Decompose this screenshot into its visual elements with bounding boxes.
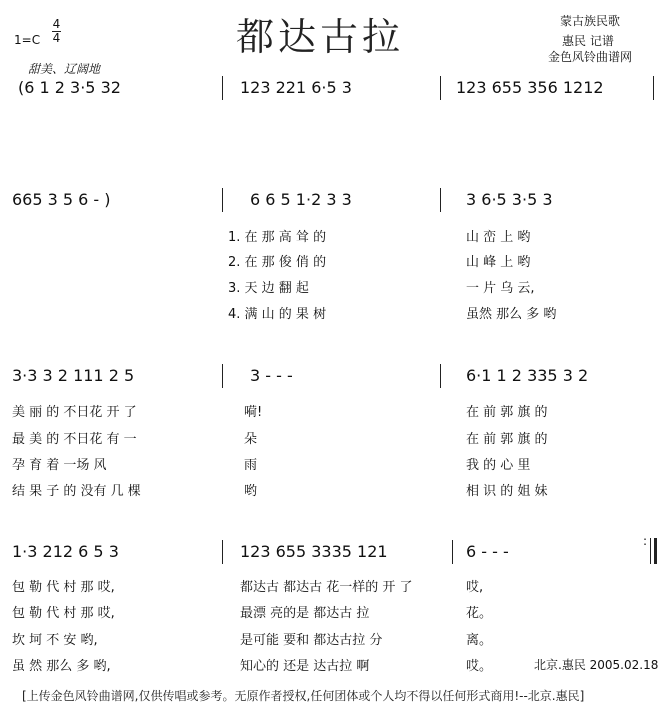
line4-measure1: 1·3 212 6 5 3: [12, 542, 119, 561]
line3-verse4-a: 结 果 子 的 没有 几 棵: [12, 484, 141, 499]
barline: [222, 364, 223, 388]
line4-verse3-a: 坎 坷 不 安 哟,: [12, 633, 98, 648]
line3-verse2-a: 最 美 的 不日花 有 一: [12, 432, 137, 447]
line2-verse4-a: 4. 满 山 的 果 树: [228, 307, 327, 322]
line3-measure3: 6·1 1 2 335 3 2: [466, 366, 589, 385]
line4-verse1-b: 都达古 都达古 花一样的 开 了: [240, 580, 413, 595]
time-numerator: 4: [52, 17, 61, 31]
line3-verse1-c: 在 前 郭 旗 的: [466, 405, 548, 420]
copyright-footer: [上传金色风铃曲谱网,仅供传唱或参考。无原作者授权,任何团体或个人均不得以任何形式商用!--北京.惠民]: [22, 689, 585, 703]
time-denominator: 4: [52, 31, 61, 45]
line4-verse2-b: 最漂 亮的是 都达古 拉: [240, 606, 370, 621]
arranger-label: 惠民 记谱: [562, 34, 614, 48]
line1-measure3: 123 655 356 1212: [456, 78, 604, 97]
line2-verse4-b: 虽然 那么 多 哟: [466, 307, 557, 322]
line1-measure2: 123 221 6·5 3: [240, 78, 352, 97]
line4-verse1-c: 哎,: [466, 580, 484, 595]
signature: 北京.惠民 2005.02.18: [534, 658, 659, 672]
line2-measure3: 3 6·5 3·5 3: [466, 190, 553, 209]
barline: [653, 76, 654, 100]
line4-verse4-a: 虽 然 那么 多 哟,: [12, 659, 111, 674]
line2-verse3-a: 3. 天 边 翻 起: [228, 281, 309, 296]
line3-verse3-c: 我 的 心 里: [466, 458, 531, 473]
key-signature: 1=C: [14, 33, 41, 47]
line4-verse4-c: 哎。: [466, 659, 493, 674]
barline: [440, 76, 441, 100]
line3-verse1-a: 美 丽 的 不日花 开 了: [12, 405, 137, 420]
time-signature: [52, 18, 61, 45]
line1-measure1: (6 1 2 3·5 32: [18, 78, 121, 97]
line3-verse2-b: 朵: [244, 432, 258, 447]
line4-measure3: 6 - - -: [466, 542, 509, 561]
line2-verse1-b: 山 峦 上 哟: [466, 230, 531, 245]
final-barline-thick: [654, 538, 657, 564]
line3-verse2-c: 在 前 郭 旗 的: [466, 432, 548, 447]
barline: [452, 540, 453, 564]
line4-verse2-c: 花。: [466, 606, 493, 621]
final-barline-thin: [650, 538, 651, 564]
line2-measure2: 6 6 5 1·2 3 3: [250, 190, 352, 209]
barline: [440, 364, 441, 388]
repeat-dots: :: [643, 534, 648, 548]
line4-verse1-a: 包 勒 代 村 那 哎,: [12, 580, 115, 595]
line2-verse1-a: 1. 在 那 高 耸 的: [228, 230, 327, 245]
page-title: 都达古拉: [236, 15, 405, 59]
tempo-marking: 甜美、辽阔地: [28, 62, 101, 76]
line4-verse2-a: 包 勒 代 村 那 哎,: [12, 606, 115, 621]
genre-label: 蒙古族民歌: [560, 14, 621, 28]
barline: [222, 76, 223, 100]
line4-verse4-b: 知心的 还是 达古拉 啊: [240, 659, 370, 674]
line3-verse3-b: 雨: [244, 458, 258, 473]
line2-verse2-a: 2. 在 那 俊 俏 的: [228, 255, 327, 270]
line3-measure2: 3 - - -: [250, 366, 293, 385]
line4-verse3-c: 离。: [466, 633, 493, 648]
line4-measure2: 123 655 3335 121: [240, 542, 388, 561]
source-label: 金色风铃曲谱网: [548, 50, 633, 64]
line3-verse1-b: 嗬!: [244, 405, 263, 420]
line2-verse2-b: 山 峰 上 哟: [466, 255, 531, 270]
line3-verse3-a: 孕 育 着 一场 风: [12, 458, 107, 473]
line4-verse3-b: 是可能 要和 都达古拉 分: [240, 633, 383, 648]
line3-verse4-c: 相 识 的 姐 妹: [466, 484, 548, 499]
barline: [440, 188, 441, 212]
line3-verse4-b: 哟: [244, 484, 258, 499]
barline: [222, 540, 223, 564]
line2-measure1: 665 3 5 6 - ): [12, 190, 111, 209]
barline: [222, 188, 223, 212]
line2-verse3-b: 一 片 乌 云,: [466, 281, 535, 296]
line3-measure1: 3·3 3 2 111 2 5: [12, 366, 135, 385]
